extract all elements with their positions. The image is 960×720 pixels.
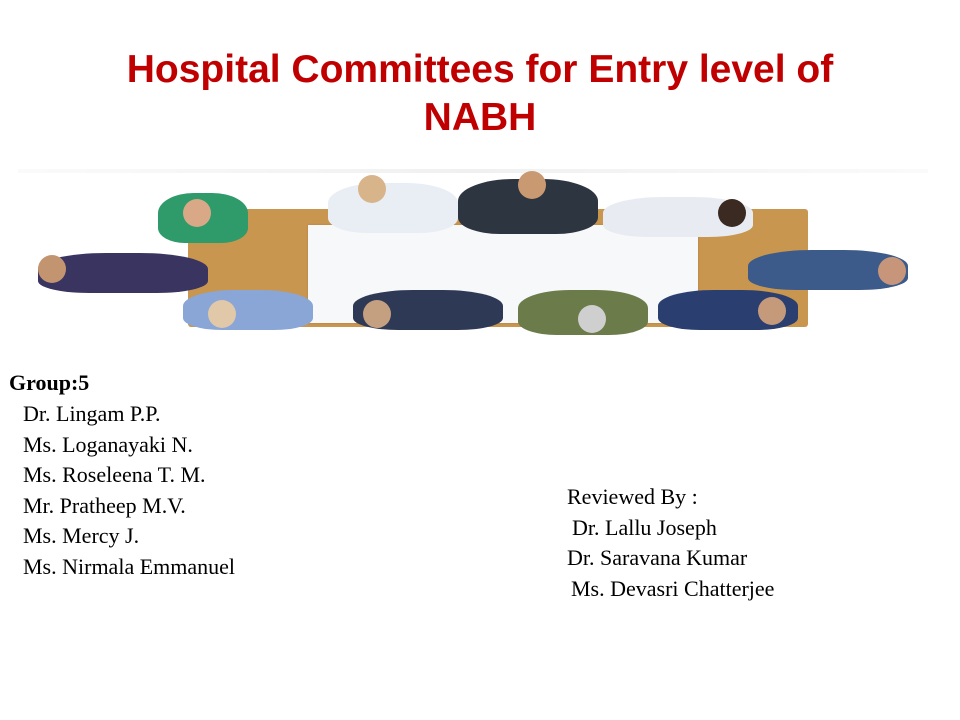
group-member: Ms. Mercy J. — [23, 523, 140, 548]
group-member: Ms. Loganayaki N. — [23, 431, 193, 457]
slide-title-line-2: NABH — [423, 96, 537, 139]
reviewer-name: Ms. Devasri Chatterjee — [571, 575, 775, 601]
group-label: Group:5 — [9, 370, 90, 395]
group-member: Ms. Roseleena T. M. — [23, 462, 206, 487]
reviewers-block — [567, 482, 774, 604]
reviewer-name: Dr. Lallu Joseph — [572, 514, 717, 540]
reviewers-label: Reviewed By : — [567, 484, 698, 509]
reviewer-name: Dr. Saravana Kumar — [567, 545, 748, 570]
group-member: Dr. Lingam P.P. — [23, 401, 161, 426]
meeting-table-photo-icon — [18, 165, 928, 340]
slide-title-line-1: Hospital Committees for Entry level of — [126, 48, 834, 91]
person-doctor — [328, 183, 458, 233]
person-bottom-1 — [183, 290, 313, 330]
slide-title — [0, 46, 960, 142]
group-members-list — [23, 399, 235, 582]
group-member: Ms. Nirmala Emmanuel — [23, 553, 236, 579]
group-member: Mr. Pratheep M.V. — [23, 492, 186, 518]
